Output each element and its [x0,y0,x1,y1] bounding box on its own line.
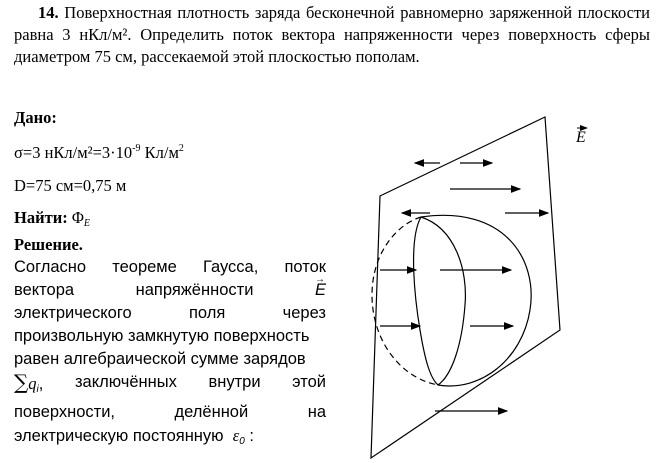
solution-line-5: равен алгебраической сумме зарядов [14,350,306,368]
given-heading: Дано: [14,108,57,127]
problem-number: 14. [38,3,59,22]
solution-heading: Решение. [14,235,83,254]
find-line: Найти: $\Phi_E$ [14,208,90,229]
solution-line-8: электрическую постоянную $\varepsilon_0$ : [14,426,254,447]
solution-line-4: произвольную замкнутую поверхность [14,327,310,345]
solution-line-1: Согласно теореме Гаусса, поток [14,258,326,276]
solution-line-2: вектора напряжённости → E [14,279,326,302]
solution-line-3: электрического поля через [14,304,326,322]
solution-line-7: поверхности, делённой на [14,403,326,421]
find-symbol: Φ [71,208,84,227]
field-vector-symbol: → E [315,279,326,302]
solution-line-6: $\sum q_i$, заключённых внутри этой [14,371,326,401]
cross-section-front [421,217,465,385]
find-label: Найти: [14,208,68,227]
problem-text: Поверхностная плотность заряда бесконечной равномерно заряженной плоскости равна 3 нКл/м². Определить поток вектора напряженности через поверхность сферы диаметром 75 см, рассекаемой этой плоскостью пополам. [14,3,650,66]
field-arrows [380,163,548,411]
sphere-back-dashed [372,217,438,385]
field-label-E: E [576,129,586,146]
cross-section-back [414,217,438,385]
sum-formula: $\sum q_i$, [14,370,44,395]
sphere-outline [421,217,524,385]
given-sigma: σ=3 нКл/$м^2=3\cdot 10^{-9}$ $Кл/м^2$ [14,143,184,162]
given-diameter: D=75 см=0,75 м [14,176,127,195]
